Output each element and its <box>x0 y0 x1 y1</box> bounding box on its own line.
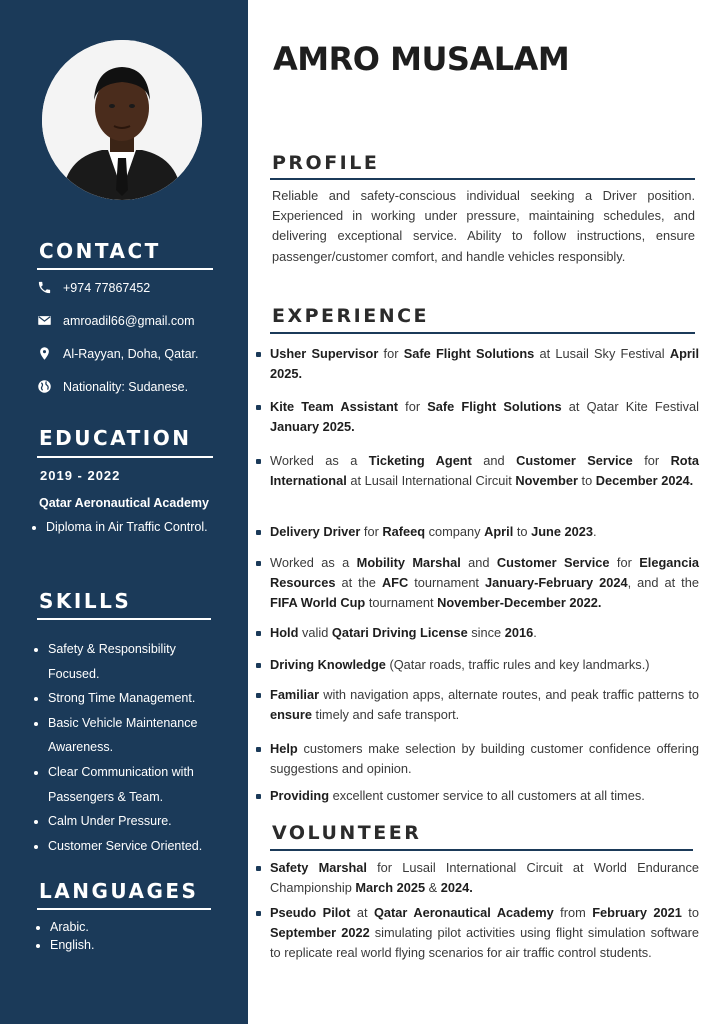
profile-text: Reliable and safety-conscious individual seeking a Driver position. Experienced in working under pressure, maintaining schedules, and delivering exceptional service. Ability to follow instructions, ensure passenger/customer comfort, and handle vehicles responsibly. <box>272 188 695 264</box>
experience-item-text: Usher Supervisor for Safe Flight Solutions at Lusail Sky Festival April 2025. <box>270 346 700 381</box>
experience-item-text: Worked as a Mobility Marshal and Customer Service for Elegancia Resources at the AFC tournament January-February 2024, and at the FIFA World Cup tournament November-December 2022. <box>270 555 699 610</box>
bullet-icon <box>256 911 261 916</box>
experience-item <box>256 655 699 675</box>
contact-phone[interactable] <box>37 280 150 296</box>
skill-item: • Safety & Responsibility Focused. <box>48 637 202 686</box>
experience-item <box>256 553 699 613</box>
education-list <box>28 518 211 538</box>
languages-divider <box>37 908 211 910</box>
contact-heading: CONTACT <box>39 239 161 263</box>
skill-item: • Clear Communication with Passengers & Team. <box>48 760 202 809</box>
experience-item-text: Help customers make selection by building customer confidence offering suggestions and opinion. <box>270 741 699 776</box>
skills-list <box>30 637 202 858</box>
volunteer-item <box>256 903 699 963</box>
education-heading: EDUCATION <box>39 426 192 450</box>
experience-item-text: Delivery Driver for Rafeeq company April to June 2023. <box>270 524 597 539</box>
experience-heading: EXPERIENCE <box>272 305 430 327</box>
profile-heading: PROFILE <box>272 152 380 174</box>
bullet-icon <box>256 459 261 464</box>
bullet-icon <box>256 352 261 357</box>
language-item: • Arabic. <box>50 918 94 936</box>
experience-item-text: Kite Team Assistant for Safe Flight Solutions at Qatar Kite Festival January 2025. <box>270 399 699 434</box>
language-item: • English. <box>50 936 94 954</box>
skill-item: • Customer Service Oriented. <box>48 834 202 859</box>
experience-item-text: Hold valid Qatari Driving License since 2016. <box>270 625 537 640</box>
volunteer-item-text: Safety Marshal for Lusail International Circuit at World Endurance Championship March 2025 & 2024. <box>270 860 699 895</box>
bullet-icon <box>256 405 261 410</box>
contact-email-text: amroadil66@gmail.com <box>63 314 195 328</box>
experience-item-text: Familiar with navigation apps, alternate routes, and peak traffic patterns to ensure timely and safe transport. <box>270 687 699 722</box>
envelope-icon <box>37 313 53 329</box>
experience-item <box>256 522 699 542</box>
globe-icon <box>37 379 53 395</box>
contact-nationality-text: Nationality: Sudanese. <box>63 380 189 394</box>
location-pin-icon <box>37 346 53 362</box>
experience-item-text: Driving Knowledge (Qatar roads, traffic rules and key landmarks.) <box>270 657 650 672</box>
volunteer-item <box>256 858 699 898</box>
education-divider <box>37 456 213 458</box>
experience-item <box>256 739 699 779</box>
skills-heading: SKILLS <box>39 589 132 613</box>
bullet-icon <box>256 794 261 799</box>
contact-email[interactable] <box>37 313 195 329</box>
languages-list <box>32 918 94 954</box>
profile-photo-illustration <box>42 40 202 200</box>
phone-icon <box>37 280 53 296</box>
experience-item <box>256 397 699 437</box>
experience-divider <box>270 332 695 334</box>
experience-item <box>256 685 699 725</box>
experience-item-text: Worked as a Ticketing Agent and Customer Service for Rota International at Lusail International Circuit November to December 2024. <box>270 453 699 488</box>
skill-item: • Strong Time Management. <box>48 686 202 711</box>
education-school: Qatar Aeronautical Academy <box>39 496 209 510</box>
bullet-icon <box>256 866 261 871</box>
contact-phone-text: +974 77867452 <box>63 281 151 295</box>
skill-item: • Basic Vehicle Maintenance Awareness. <box>48 711 202 760</box>
education-years: 2019 - 2022 <box>40 468 121 483</box>
skill-item: • Calm Under Pressure. <box>48 809 202 834</box>
experience-item <box>256 623 699 643</box>
skills-divider <box>37 618 211 620</box>
experience-item-text: Providing excellent customer service to all customers at all times. <box>270 788 645 803</box>
bullet-icon <box>256 631 261 636</box>
bullet-icon <box>256 561 261 566</box>
languages-heading: LANGUAGES <box>39 879 199 903</box>
sidebar <box>0 0 248 1024</box>
bullet-icon <box>256 747 261 752</box>
candidate-name: AMRO MUSALAM <box>273 40 570 78</box>
experience-item <box>256 344 699 384</box>
contact-location <box>37 346 198 362</box>
contact-divider <box>37 268 213 270</box>
volunteer-item-text: Pseudo Pilot at Qatar Aeronautical Academy from February 2021 to September 2022 simulating pilot activities using flight simulation software to replicate real world flying scenarios for air traffic control students. <box>270 905 699 960</box>
volunteer-divider <box>270 849 693 851</box>
profile-divider <box>270 178 695 180</box>
bullet-icon <box>256 530 261 535</box>
education-item: • Diploma in Air Traffic Control. <box>46 518 211 538</box>
contact-nationality <box>37 379 188 395</box>
main-content <box>248 0 725 1024</box>
experience-item <box>256 451 699 491</box>
profile-photo <box>42 40 202 200</box>
contact-location-text: Al-Rayyan, Doha, Qatar. <box>63 347 199 361</box>
volunteer-heading: VOLUNTEER <box>272 822 422 844</box>
bullet-icon <box>256 663 261 668</box>
experience-item <box>256 786 699 806</box>
bullet-icon <box>256 693 261 698</box>
